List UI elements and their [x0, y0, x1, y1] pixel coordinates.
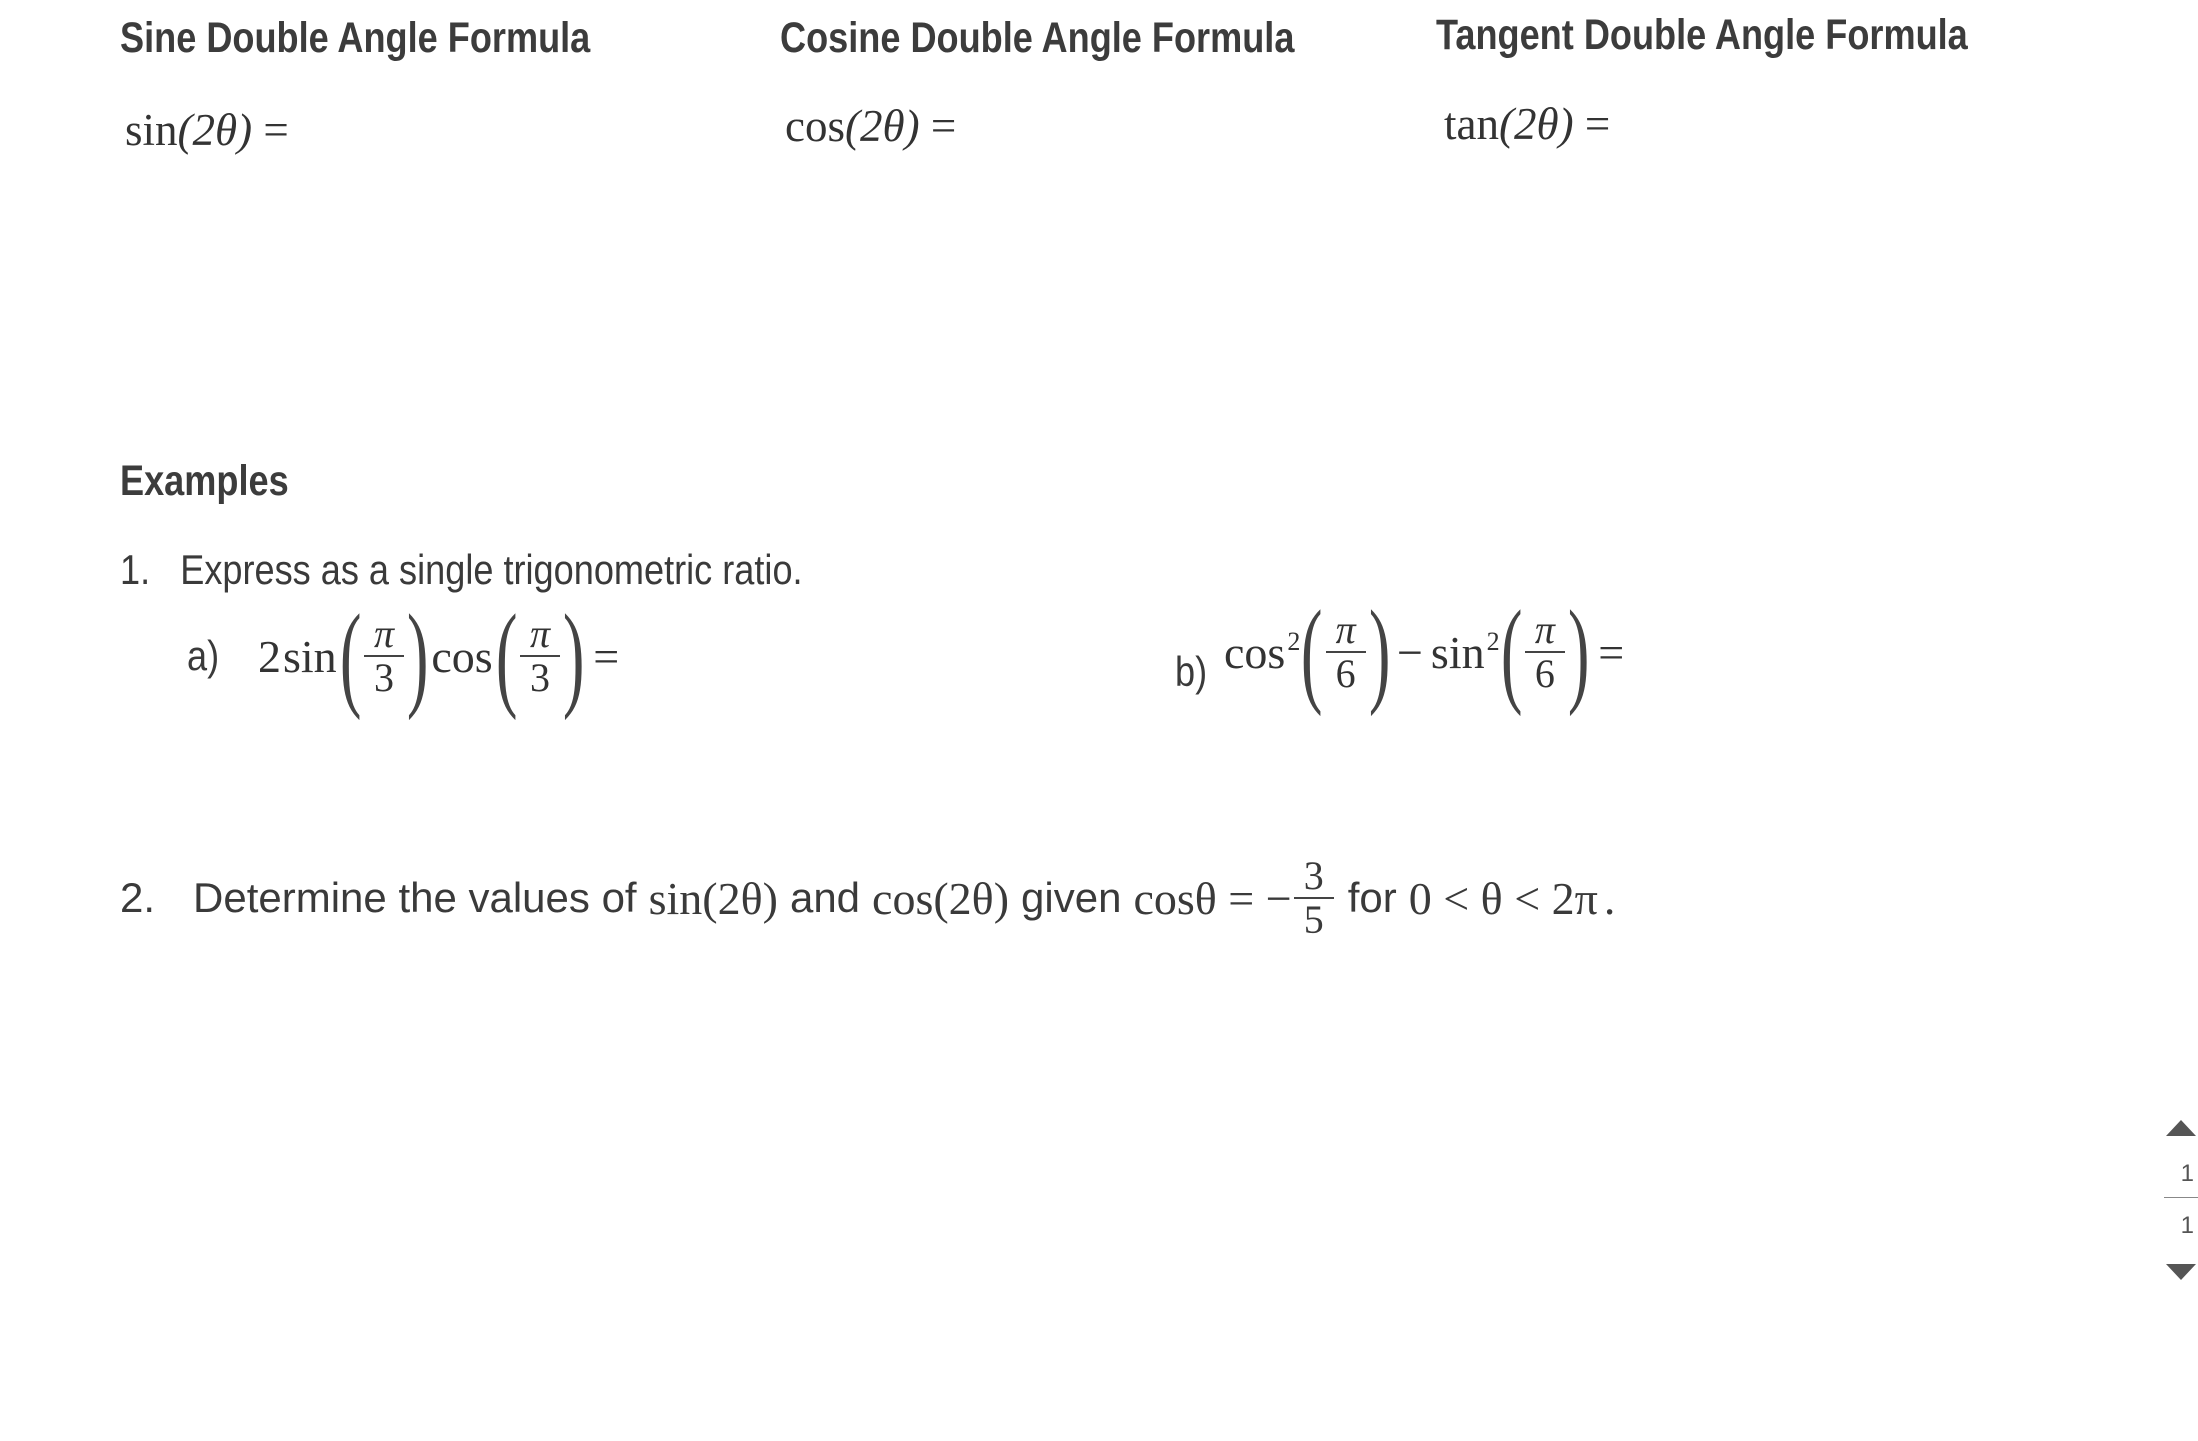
equals: = — [252, 105, 289, 155]
fn-tan: tan — [1444, 99, 1499, 149]
exponent: 2 — [1287, 627, 1301, 656]
q1-number: 1. — [120, 546, 151, 593]
arg: (2θ) — [177, 105, 253, 155]
fraction — [364, 613, 404, 699]
q2-given: given — [1021, 874, 1122, 921]
left-paren: ( — [1500, 586, 1523, 717]
q2-for: for — [1347, 874, 1397, 921]
left-paren: ( — [339, 590, 362, 721]
q1b-label: b) — [1175, 648, 1208, 695]
sine-formula-title: Sine Double Angle Formula — [120, 14, 591, 62]
fn-cos: cos — [785, 101, 845, 151]
q1a-expression — [258, 590, 620, 721]
q1b-expression — [1222, 586, 1625, 717]
numerator: π — [373, 611, 395, 656]
arg: (2θ) — [845, 101, 920, 151]
fn-cos: cos — [431, 630, 493, 682]
q2-text: Determine the values of — [193, 874, 637, 921]
equals: = — [1598, 626, 1625, 678]
q1a-label: a) — [187, 632, 220, 679]
arg: (2θ) — [1498, 99, 1574, 149]
denominator: 3 — [364, 655, 404, 699]
equals: = — [1573, 99, 1611, 149]
numerator: π — [1534, 607, 1555, 652]
fraction — [1525, 609, 1565, 695]
fraction — [1326, 609, 1366, 695]
right-paren: ) — [562, 590, 585, 721]
fn-sin: sin — [1430, 626, 1485, 678]
exponent: 2 — [1486, 627, 1500, 656]
fn-sin: sin — [283, 630, 337, 682]
denominator: 5 — [1294, 897, 1334, 941]
q2-fraction — [1294, 855, 1334, 941]
minus: − — [1396, 626, 1423, 678]
denominator: 6 — [1525, 651, 1565, 695]
numerator: 3 — [1303, 853, 1324, 898]
tangent-formula-expression — [1444, 98, 1610, 150]
cosine-formula-title: Cosine Double Angle Formula — [780, 14, 1295, 62]
page-navigator — [2164, 1120, 2198, 1280]
left-paren: ( — [1301, 586, 1323, 717]
coef: 2 — [258, 630, 281, 682]
right-paren: ) — [406, 590, 429, 721]
q2-period: . — [1603, 872, 1616, 924]
q2-and: and — [789, 874, 861, 921]
q2-cos-expr: cos(2θ) — [872, 872, 1010, 924]
fraction — [520, 613, 560, 699]
tangent-formula-title: Tangent Double Angle Formula — [1436, 11, 1968, 59]
numerator: π — [1335, 607, 1356, 652]
q2-number: 2. — [120, 874, 156, 921]
page-divider — [2164, 1197, 2198, 1198]
equals: = — [593, 630, 620, 682]
numerator: π — [529, 611, 550, 656]
q1-text: Express as a single trigonometric ratio. — [180, 546, 803, 593]
fn-sin: sin — [125, 105, 178, 155]
total-pages: 1 — [2180, 1212, 2194, 1239]
q2-given-expr: cosθ = − — [1133, 872, 1292, 924]
right-paren: ) — [1567, 586, 1590, 717]
denominator: 6 — [1326, 651, 1366, 695]
q2-range: 0 < θ < 2π — [1408, 872, 1598, 924]
denominator: 3 — [520, 655, 560, 699]
fn-cos: cos — [1224, 626, 1286, 678]
previous-page-icon[interactable] — [2166, 1120, 2196, 1136]
next-page-icon[interactable] — [2166, 1264, 2196, 1280]
q2-sin-expr: sin(2θ) — [648, 872, 778, 924]
sine-formula-expression — [125, 104, 289, 156]
current-page: 1 — [2180, 1160, 2194, 1187]
left-paren: ( — [495, 590, 518, 721]
question-1 — [120, 546, 803, 594]
question-2 — [120, 848, 1615, 948]
equals: = — [919, 101, 957, 151]
right-paren: ) — [1368, 586, 1391, 717]
cosine-formula-expression — [785, 100, 956, 152]
examples-heading: Examples — [120, 457, 289, 505]
